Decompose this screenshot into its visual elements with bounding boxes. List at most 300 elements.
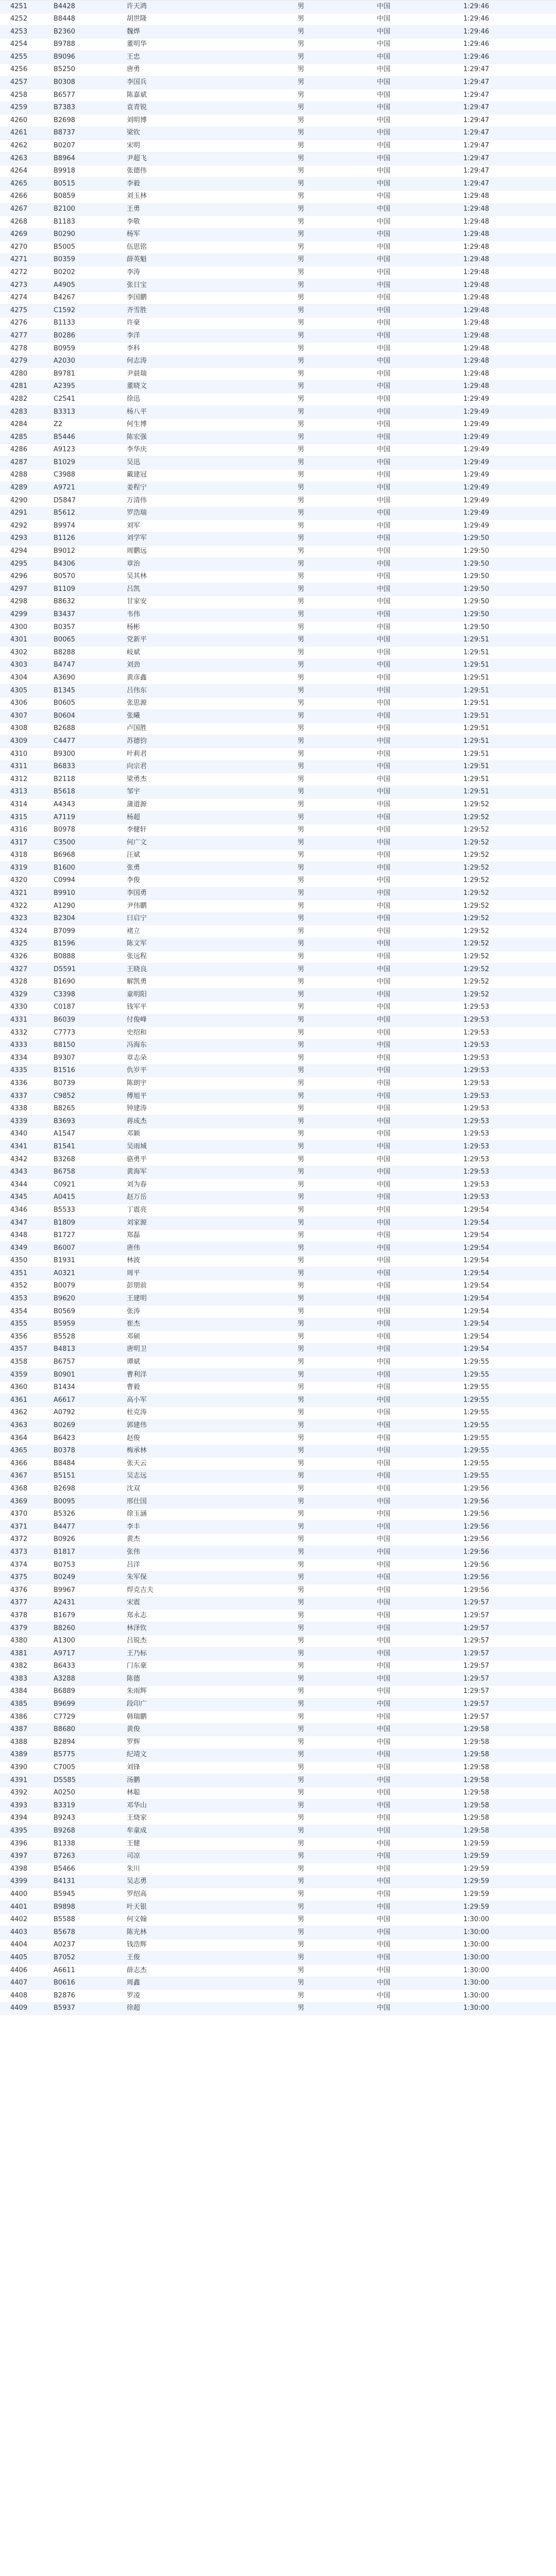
bib-number-cell: A2395	[54, 382, 75, 391]
runner-name-cell: 何广文	[127, 838, 147, 846]
gender-cell: 男	[298, 1801, 305, 1809]
table-row	[0, 292, 556, 305]
finish-time-cell: 1:29:52	[463, 876, 490, 885]
country-cell: 中国	[377, 1130, 391, 1138]
table-row	[0, 1407, 556, 1420]
finish-time-cell: 1:29:54	[463, 1332, 490, 1341]
finish-time-cell: 1:29:58	[463, 1725, 490, 1734]
table-row	[0, 710, 556, 723]
table-row	[0, 204, 556, 216]
gender-cell: 男	[298, 636, 305, 644]
runner-name-cell: 周鑫	[127, 1979, 141, 1987]
gender-cell: 男	[298, 104, 305, 112]
rank-cell: 4362	[10, 1409, 28, 1417]
runner-name-cell: 李俊	[127, 876, 141, 885]
rank-cell: 4384	[10, 1687, 28, 1696]
gender-cell: 男	[298, 560, 305, 568]
country-cell: 中国	[377, 1320, 391, 1328]
bib-number-cell: B9096	[54, 53, 76, 61]
runner-name-cell: 吕凯	[127, 585, 141, 593]
rank-cell: 4387	[10, 1725, 28, 1734]
table-row	[0, 1724, 556, 1737]
runner-name-cell: 甘家安	[127, 598, 147, 606]
bib-number-cell: B1109	[54, 585, 76, 593]
rank-cell: 4400	[10, 1890, 28, 1898]
bib-number-cell: C0921	[54, 1180, 76, 1189]
table-row	[0, 77, 556, 90]
gender-cell: 男	[298, 420, 305, 429]
gender-cell: 男	[298, 1674, 305, 1683]
finish-time-cell: 1:29:52	[463, 851, 490, 859]
finish-time-cell: 1:29:55	[463, 1370, 490, 1379]
table-row	[0, 1280, 556, 1293]
country-cell: 中国	[377, 661, 391, 669]
finish-time-cell: 1:29:52	[463, 978, 490, 986]
bib-number-cell: B0753	[54, 1561, 76, 1569]
bib-number-cell: B3319	[54, 1801, 76, 1809]
finish-time-cell: 1:29:53	[463, 1155, 490, 1163]
rank-cell: 4331	[10, 1016, 28, 1024]
gender-cell: 男	[298, 1105, 305, 1113]
finish-time-cell: 1:29:51	[463, 711, 490, 720]
table-row	[0, 571, 556, 584]
runner-name-cell: 刘军	[127, 521, 141, 530]
bib-number-cell: B2100	[54, 205, 76, 213]
rank-cell: 4254	[10, 40, 28, 48]
bib-number-cell: B9268	[54, 1827, 76, 1835]
finish-time-cell: 1:29:52	[463, 838, 490, 846]
country-cell: 中国	[377, 1535, 391, 1544]
table-row	[0, 1609, 556, 1622]
country-cell: 中国	[377, 1877, 391, 1886]
runner-name-cell: 刘明博	[127, 116, 147, 124]
rank-cell: 4326	[10, 953, 28, 961]
bib-number-cell: B4477	[54, 1522, 76, 1531]
gender-cell: 男	[298, 1066, 305, 1075]
runner-name-cell: 王健	[127, 1839, 141, 1848]
runner-name-cell: 冯海东	[127, 1041, 147, 1049]
finish-time-cell: 1:29:59	[463, 1903, 490, 1911]
bib-number-cell: B0570	[54, 572, 76, 581]
table-row	[0, 406, 556, 419]
gender-cell: 男	[298, 369, 305, 378]
bib-number-cell: B0095	[54, 1497, 76, 1505]
bib-number-cell: B3313	[54, 408, 76, 416]
country-cell: 中国	[377, 1586, 391, 1594]
rank-cell: 4322	[10, 902, 28, 910]
country-cell: 中国	[377, 1231, 391, 1240]
finish-time-cell: 1:29:49	[463, 471, 490, 479]
rank-cell: 4259	[10, 104, 28, 112]
finish-time-cell: 1:29:52	[463, 902, 490, 910]
bib-number-cell: B7099	[54, 927, 76, 935]
finish-time-cell: 1:29:49	[463, 484, 490, 492]
country-cell: 中国	[377, 585, 391, 593]
finish-time-cell: 1:29:48	[463, 331, 490, 340]
finish-time-cell: 1:29:46	[463, 2, 490, 10]
bib-number-cell: B8448	[54, 15, 76, 23]
table-row	[0, 748, 556, 761]
bib-number-cell: B1126	[54, 534, 76, 543]
rank-cell: 4288	[10, 471, 28, 479]
country-cell: 中国	[377, 319, 391, 327]
runner-name-cell: 吴迅	[127, 458, 141, 466]
rank-cell: 4379	[10, 1624, 28, 1632]
gender-cell: 男	[298, 382, 305, 391]
country-cell: 中国	[377, 154, 391, 162]
table-row	[0, 444, 556, 457]
runner-name-cell: 张天云	[127, 1459, 147, 1467]
table-row	[0, 1432, 556, 1445]
runner-name-cell: 邓华山	[127, 1801, 147, 1809]
bib-number-cell: C7773	[54, 1028, 76, 1037]
rank-cell: 4264	[10, 167, 28, 175]
runner-name-cell: 唐伟	[127, 1244, 141, 1252]
gender-cell: 男	[298, 65, 305, 74]
gender-cell: 男	[298, 1282, 305, 1290]
bib-number-cell: B1690	[54, 978, 76, 986]
finish-time-cell: 1:29:48	[463, 357, 490, 365]
finish-time-cell: 1:29:49	[463, 496, 490, 504]
gender-cell: 男	[298, 179, 305, 188]
table-row	[0, 609, 556, 622]
table-row	[0, 127, 556, 140]
country-cell: 中国	[377, 1814, 391, 1822]
bib-number-cell: B2698	[54, 1484, 76, 1493]
rank-cell: 4261	[10, 129, 28, 137]
gender-cell: 男	[298, 990, 305, 998]
table-row	[0, 1914, 556, 1927]
runner-name-cell: 陈宏强	[127, 433, 147, 441]
runner-name-cell: 刘劲	[127, 661, 141, 669]
gender-cell: 男	[298, 256, 305, 264]
country-cell: 中国	[377, 1687, 391, 1696]
finish-time-cell: 1:29:54	[463, 1320, 490, 1328]
gender-cell: 男	[298, 1561, 305, 1569]
table-row	[0, 229, 556, 242]
runner-name-cell: 童明阳	[127, 990, 147, 998]
gender-cell: 男	[298, 205, 305, 213]
runner-name-cell: 丁震亮	[127, 1206, 147, 1214]
finish-time-cell: 1:29:47	[463, 142, 490, 150]
runner-name-cell: 宋明	[127, 142, 141, 150]
finish-time-cell: 1:29:58	[463, 1764, 490, 1772]
gender-cell: 男	[298, 1548, 305, 1556]
gender-cell: 男	[298, 623, 305, 631]
gender-cell: 男	[298, 1510, 305, 1518]
table-row	[0, 317, 556, 330]
bib-number-cell: B5466	[54, 1865, 76, 1873]
table-row	[0, 431, 556, 444]
finish-time-cell: 1:29:48	[463, 243, 490, 251]
gender-cell: 男	[298, 91, 305, 99]
gender-cell: 男	[298, 154, 305, 162]
country-cell: 中国	[377, 1003, 391, 1011]
table-row	[0, 824, 556, 837]
runner-name-cell: 崔杰	[127, 1320, 141, 1328]
finish-time-cell: 1:30:00	[463, 1928, 490, 1936]
rank-cell: 4282	[10, 395, 28, 403]
bib-number-cell: B8260	[54, 1624, 76, 1632]
country-cell: 中国	[377, 902, 391, 910]
rank-cell: 4287	[10, 458, 28, 466]
finish-time-cell: 1:29:47	[463, 116, 490, 124]
table-row	[0, 1964, 556, 1977]
finish-time-cell: 1:29:57	[463, 1611, 490, 1619]
gender-cell: 男	[298, 1535, 305, 1544]
bib-number-cell: B0978	[54, 826, 76, 834]
bib-number-cell: B5618	[54, 788, 76, 796]
country-cell: 中国	[377, 1054, 391, 1062]
finish-time-cell: 1:29:56	[463, 1510, 490, 1518]
rank-cell: 4256	[10, 65, 28, 74]
rank-cell: 4406	[10, 1966, 28, 1974]
table-row	[0, 685, 556, 698]
rank-cell: 4353	[10, 1295, 28, 1303]
finish-time-cell: 1:29:55	[463, 1409, 490, 1417]
finish-time-cell: 1:29:47	[463, 78, 490, 87]
rank-cell: 4395	[10, 1827, 28, 1835]
gender-cell: 男	[298, 1789, 305, 1797]
bib-number-cell: B6758	[54, 1168, 76, 1176]
gender-cell: 男	[298, 598, 305, 606]
gender-cell: 男	[298, 230, 305, 239]
rank-cell: 4360	[10, 1383, 28, 1392]
country-cell: 中国	[377, 1409, 391, 1417]
runner-name-cell: 张勇	[127, 863, 141, 872]
bib-number-cell: B2894	[54, 1738, 76, 1746]
finish-time-cell: 1:30:00	[463, 1916, 490, 1924]
runner-name-cell: 林波	[127, 1257, 141, 1265]
rank-cell: 4269	[10, 230, 28, 239]
country-cell: 中国	[377, 598, 391, 606]
runner-name-cell: 张日宝	[127, 281, 147, 289]
rank-cell: 4368	[10, 1484, 28, 1493]
rank-cell: 4342	[10, 1155, 28, 1163]
bib-number-cell: A0237	[54, 1941, 75, 1949]
gender-cell: 男	[298, 686, 305, 694]
runner-name-cell: 张思源	[127, 699, 147, 707]
country-cell: 中国	[377, 1307, 391, 1315]
rank-cell: 4286	[10, 446, 28, 454]
runner-name-cell: 黄海军	[127, 1168, 147, 1176]
country-cell: 中国	[377, 1751, 391, 1759]
finish-time-cell: 1:29:48	[463, 319, 490, 327]
gender-cell: 男	[298, 1332, 305, 1341]
finish-time-cell: 1:29:55	[463, 1396, 490, 1404]
country-cell: 中国	[377, 78, 391, 87]
table-row	[0, 1952, 556, 1964]
gender-cell: 男	[298, 2, 305, 10]
table-row	[0, 1749, 556, 1762]
gender-cell: 男	[298, 281, 305, 289]
runner-name-cell: 解凯勇	[127, 978, 147, 986]
country-cell: 中国	[377, 268, 391, 276]
runner-name-cell: 尹超飞	[127, 154, 147, 162]
table-row	[0, 773, 556, 786]
gender-cell: 男	[298, 192, 305, 200]
table-row	[0, 875, 556, 888]
finish-time-cell: 1:30:00	[463, 2004, 490, 2012]
gender-cell: 男	[298, 1713, 305, 1721]
rank-cell: 4317	[10, 838, 28, 846]
rank-cell: 4407	[10, 1979, 28, 1987]
table-row	[0, 1800, 556, 1812]
bib-number-cell: B0569	[54, 1307, 76, 1315]
runner-name-cell: 纪靖文	[127, 1751, 147, 1759]
gender-cell: 男	[298, 1839, 305, 1848]
rank-cell: 4268	[10, 217, 28, 226]
table-row	[0, 1192, 556, 1205]
country-cell: 中国	[377, 1903, 391, 1911]
finish-time-cell: 1:29:57	[463, 1674, 490, 1683]
gender-cell: 男	[298, 496, 305, 504]
country-cell: 中国	[377, 1459, 391, 1467]
runner-name-cell: 叶天银	[127, 1903, 147, 1911]
runner-name-cell: 王乃标	[127, 1649, 147, 1657]
table-row	[0, 102, 556, 115]
finish-time-cell: 1:29:48	[463, 205, 490, 213]
rank-cell: 4398	[10, 1865, 28, 1873]
country-cell: 中国	[377, 788, 391, 796]
finish-time-cell: 1:29:54	[463, 1257, 490, 1265]
bib-number-cell: B0286	[54, 331, 76, 340]
runner-name-cell: 唐明卫	[127, 1345, 147, 1353]
gender-cell: 男	[298, 699, 305, 707]
rank-cell: 4382	[10, 1662, 28, 1670]
table-row	[0, 1546, 556, 1559]
rank-cell: 4296	[10, 572, 28, 581]
finish-time-cell: 1:29:54	[463, 1307, 490, 1315]
gender-cell: 男	[298, 1687, 305, 1696]
runner-name-cell: 黄彦鑫	[127, 673, 147, 682]
bib-number-cell: B5533	[54, 1206, 76, 1214]
finish-time-cell: 1:29:57	[463, 1599, 490, 1607]
gender-cell: 男	[298, 661, 305, 669]
country-cell: 中国	[377, 750, 391, 758]
gender-cell: 男	[298, 572, 305, 581]
finish-time-cell: 1:29:48	[463, 230, 490, 239]
country-cell: 中国	[377, 611, 391, 618]
table-row	[0, 1204, 556, 1217]
bib-number-cell: C1592	[54, 306, 76, 314]
runner-name-cell: 陈嘉斌	[127, 91, 147, 99]
country-cell: 中国	[377, 306, 391, 314]
finish-time-cell: 1:29:50	[463, 611, 490, 618]
finish-time-cell: 1:30:00	[463, 1979, 490, 1987]
gender-cell: 男	[298, 1130, 305, 1138]
finish-time-cell: 1:29:53	[463, 1016, 490, 1024]
table-row	[0, 1597, 556, 1610]
finish-time-cell: 1:29:53	[463, 1003, 490, 1011]
country-cell: 中国	[377, 1180, 391, 1189]
table-row	[0, 1394, 556, 1407]
table-row	[0, 165, 556, 178]
country-cell: 中国	[377, 2, 391, 10]
rank-cell: 4336	[10, 1079, 28, 1087]
country-cell: 中国	[377, 2004, 391, 2012]
table-row	[0, 1, 556, 13]
finish-time-cell: 1:29:53	[463, 1092, 490, 1100]
gender-cell: 男	[298, 1586, 305, 1594]
rank-cell: 4391	[10, 1776, 28, 1784]
country-cell: 中国	[377, 1155, 391, 1163]
bib-number-cell: C0187	[54, 1003, 76, 1011]
runner-name-cell: 苏德钧	[127, 737, 147, 745]
bib-number-cell: B8737	[54, 129, 76, 137]
gender-cell: 男	[298, 953, 305, 961]
rank-cell: 4253	[10, 27, 28, 36]
gender-cell: 男	[298, 1903, 305, 1911]
runner-name-cell: 李科	[127, 344, 141, 352]
runner-name-cell: 董晓文	[127, 382, 147, 391]
finish-time-cell: 1:29:50	[463, 572, 490, 581]
table-row	[0, 1825, 556, 1838]
country-cell: 中国	[377, 1522, 391, 1531]
rank-cell: 4318	[10, 851, 28, 859]
runner-name-cell: 赵万岳	[127, 1193, 147, 1201]
table-row	[0, 976, 556, 989]
bib-number-cell: B0249	[54, 1573, 76, 1582]
table-row	[0, 1470, 556, 1483]
runner-name-cell: 牟童成	[127, 1827, 147, 1835]
finish-time-cell: 1:29:51	[463, 686, 490, 694]
bib-number-cell: C3398	[54, 990, 76, 998]
country-cell: 中国	[377, 1966, 391, 1974]
finish-time-cell: 1:29:59	[463, 1839, 490, 1848]
runner-name-cell: 罗浩瑞	[127, 509, 147, 517]
country-cell: 中国	[377, 813, 391, 821]
runner-name-cell: 郑磊	[127, 1231, 141, 1240]
bib-number-cell: B5151	[54, 1472, 76, 1480]
finish-time-cell: 1:29:47	[463, 179, 490, 188]
finish-time-cell: 1:29:49	[463, 446, 490, 454]
rank-cell: 4325	[10, 940, 28, 948]
runner-name-cell: 李洋	[127, 331, 141, 340]
rank-cell: 4312	[10, 775, 28, 783]
rank-cell: 4330	[10, 1003, 28, 1011]
bib-number-cell: B0207	[54, 142, 76, 150]
runner-name-cell: 吴志勇	[127, 1877, 147, 1886]
table-row	[0, 1711, 556, 1724]
rank-cell: 4343	[10, 1168, 28, 1176]
bib-number-cell: B0926	[54, 1535, 76, 1544]
gender-cell: 男	[298, 1916, 305, 1924]
bib-number-cell: B8265	[54, 1105, 76, 1113]
bib-number-cell: B1029	[54, 458, 76, 466]
finish-time-cell: 1:29:54	[463, 1231, 490, 1240]
country-cell: 中国	[377, 534, 391, 543]
country-cell: 中国	[377, 927, 391, 935]
finish-time-cell: 1:29:59	[463, 1852, 490, 1860]
runner-name-cell: 罗辉	[127, 1738, 141, 1746]
country-cell: 中国	[377, 724, 391, 733]
bib-number-cell: B0616	[54, 1979, 76, 1987]
finish-time-cell: 1:29:52	[463, 953, 490, 961]
rank-cell: 4339	[10, 1117, 28, 1125]
finish-time-cell: 1:29:49	[463, 521, 490, 530]
bib-number-cell: B4813	[54, 1345, 76, 1353]
country-cell: 中国	[377, 15, 391, 23]
country-cell: 中国	[377, 129, 391, 137]
finish-time-cell: 1:29:59	[463, 1890, 490, 1898]
finish-time-cell: 1:29:57	[463, 1649, 490, 1657]
rank-cell: 4309	[10, 737, 28, 745]
table-row	[0, 1622, 556, 1635]
country-cell: 中国	[377, 826, 391, 834]
rank-cell: 4389	[10, 1751, 28, 1759]
bib-number-cell: C2541	[54, 395, 76, 403]
